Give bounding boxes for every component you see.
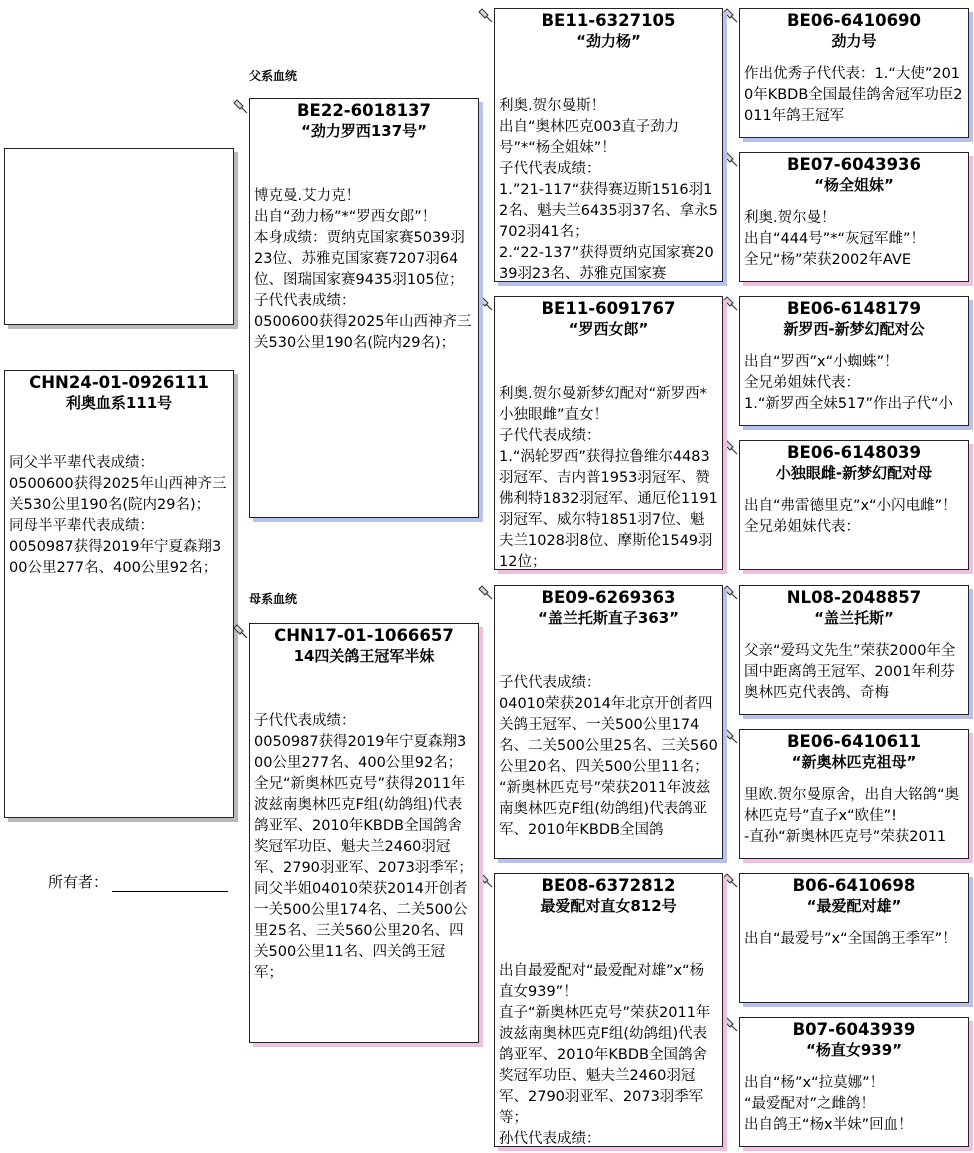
gp4-name: 小独眼雌-新梦幻配对母 xyxy=(775,464,933,482)
sire-sire-ring-number: BE11-6327105 xyxy=(541,11,676,30)
dam-sire-name: “盖兰托斯直子363” xyxy=(537,609,680,627)
gp7-description: 出自“最爱号”x“全国鸽王季军”！ xyxy=(744,931,957,947)
pin-icon[interactable] xyxy=(233,99,249,115)
dam-ring-number: CHN17-01-1066657 xyxy=(274,626,454,645)
gp3-ring-number: BE06-6148179 xyxy=(786,299,922,318)
gp1-name: 劲力号 xyxy=(831,32,877,50)
gp1-ring-number: BE06-6410690 xyxy=(786,11,922,30)
sire-sire-name: “劲力杨” xyxy=(576,32,641,50)
gp2-ring-number: BE07-6043936 xyxy=(786,155,922,174)
sire-ring-number: BE22-6018137 xyxy=(296,101,432,120)
great-grandparent-card-6[interactable] xyxy=(739,729,969,859)
mother-line-label: 母系血统 xyxy=(249,592,298,606)
sire-dam-ring-number: BE11-6091767 xyxy=(541,299,676,318)
dam-sire-description: 子代代表成绩： 04010荣获2014年北京开创者四关鸽王冠军、一关500公里174名、二关500公里25名、三关560公里20名、四关500公里11名； “新奥林匹克号”荣获2011年波兹南奥林匹克F组(幼鸽组)代表鸽亚军、2010年KBDB全国鸽 xyxy=(499,675,718,838)
dam-sire-ring-number: BE09-6269363 xyxy=(541,588,676,607)
owner-field xyxy=(48,871,228,892)
gp7-name: “最爱配对雄” xyxy=(806,897,902,915)
gp7-ring-number: B06-6410698 xyxy=(792,876,916,895)
gp2-name: “杨全姐妹” xyxy=(814,176,894,194)
pin-icon[interactable] xyxy=(723,152,739,168)
pigeon-photo-frame xyxy=(4,148,234,325)
sire-card[interactable] xyxy=(249,98,479,518)
sire-dam-name: “罗西女郎” xyxy=(568,320,649,338)
sire-dam-card[interactable] xyxy=(494,296,723,570)
owner-label: 所有者： xyxy=(48,873,109,891)
great-grandparent-card-4[interactable] xyxy=(739,440,969,570)
great-grandparent-card-3[interactable] xyxy=(739,296,969,426)
pin-icon[interactable] xyxy=(478,296,494,312)
pin-icon[interactable] xyxy=(478,873,494,889)
subject-card xyxy=(4,370,234,818)
gp5-ring-number: NL08-2048857 xyxy=(786,588,922,607)
gp3-name: 新罗西-新梦幻配对公 xyxy=(783,320,925,338)
gp3-description: 出自“罗西”x“小蜘蛛”！ 全兄弟姐妹代表： 1.“新罗西全妹517”作出子代“小 xyxy=(744,354,954,412)
gp1-description: 作出优秀子代代表：1.“大使”2010年KBDB全国最佳鸽舍冠军功臣2011年鸽王冠军 xyxy=(744,66,963,124)
dam-name: 14四关鸽王冠军半妹 xyxy=(293,647,435,665)
sire-sire-card[interactable] xyxy=(494,8,723,282)
gp8-name: “杨直女939” xyxy=(805,1041,903,1059)
gp6-ring-number: BE06-6410611 xyxy=(786,732,922,751)
sire-sire-description: 利奥.贺尔曼斯！ 出自“奥林匹克003直子劲力号”*“杨全姐妹”！ 子代代表成绩： 1.”21-117“获得赛迈斯1516羽12名、魁夫兰6435羽37名、拿永5702羽41名； 2.“22-137”获得贾纳克国家赛2039羽23名、苏雅克国家赛 xyxy=(499,98,718,282)
gp6-description: 里欧.贺尔曼原舍，出自大铭鸽“奥林匹克号”直子x“欧佳”! -直孙“新奥林匹克号”荣获2011 xyxy=(744,787,960,845)
pin-icon[interactable] xyxy=(723,585,739,601)
pin-icon[interactable] xyxy=(723,8,739,24)
gp8-description: 出自“杨”x“拉莫娜”！ “最爱配对”之雌鸽！ 出自鸽王“杨x半妹”回血！ xyxy=(744,1075,913,1133)
subject-ring-number: CHN24-01-0926111 xyxy=(29,373,209,392)
owner-blank-line xyxy=(112,877,228,892)
pin-icon[interactable] xyxy=(723,440,739,456)
gp5-name: “盖兰托斯” xyxy=(814,609,894,627)
sire-description: 博克曼.艾力克！ 出自“劲力杨”*“罗西女郎”！ 本身成绩：贾纳克国家赛5039羽23位、苏雅克国家赛7207羽64位、图瑞国家赛9435羽105位； 子代代表成绩： 0500600获得2025年山西神齐三关530公里190名(院内29名)； xyxy=(254,188,472,351)
dam-card[interactable] xyxy=(249,623,479,1043)
sire-name: “劲力罗西137号” xyxy=(300,122,428,140)
dam-dam-card[interactable] xyxy=(494,873,723,1147)
pin-icon[interactable] xyxy=(723,729,739,745)
gp6-name: “新奥林匹克祖母” xyxy=(791,753,917,771)
great-grandparent-card-7[interactable] xyxy=(739,873,969,1003)
gp2-description: 利奥.贺尔曼！ 出自“444号”*“灰冠军雌”！ 全兄“杨”荣获2002年AVE xyxy=(744,210,925,268)
sire-dam-description: 利奥.贺尔曼新梦幻配对“新罗西*小独眼雌”直女！ 子代代表成绩： 1.“涡轮罗西”获得拉鲁维尔4483羽冠军、吉内普1953羽冠军、赞佛利特1832羽冠军、通厄伦1191羽冠军、威尔特1851羽7位、魁夫兰1028羽8位、摩斯伦1549羽12位； xyxy=(499,386,718,570)
great-grandparent-card-5[interactable] xyxy=(739,585,969,715)
pin-icon[interactable] xyxy=(723,873,739,889)
great-grandparent-card-1[interactable] xyxy=(739,8,969,138)
pin-icon[interactable] xyxy=(723,296,739,312)
great-grandparent-card-8[interactable] xyxy=(739,1017,969,1147)
subject-description: 同父半平辈代表成绩： 0500600获得2025年山西神齐三关530公里190名(院内29名)； 同母半平辈代表成绩： 0050987获得2019年宁夏森翔300公里277名、400公里92名； xyxy=(9,455,227,576)
dam-dam-ring-number: BE08-6372812 xyxy=(541,876,676,895)
gp4-description: 出自“弗雷德里克”x“小闪电雌”！ 全兄弟姐妹代表： xyxy=(744,498,957,535)
pin-icon[interactable] xyxy=(478,585,494,601)
dam-dam-name: 最爱配对直女812号 xyxy=(540,897,677,915)
pin-icon[interactable] xyxy=(233,624,249,640)
gp4-ring-number: BE06-6148039 xyxy=(786,443,922,462)
father-line-label: 父系血统 xyxy=(249,69,298,83)
dam-sire-card[interactable] xyxy=(494,585,723,859)
pin-icon[interactable] xyxy=(723,1017,739,1033)
pin-icon[interactable] xyxy=(478,8,494,24)
dam-dam-description: 出自最爱配对“最爱配对雄”x“杨直女939”！ 直子“新奥林匹克号”荣获2011年波兹南奥林匹克F组(幼鸽组)代表鸽亚军、2010年KBDB全国鸽舍奖冠军功臣、魁夫兰2460羽冠军、2790羽亚军、2073羽季军等； 孙代代表成绩： xyxy=(499,963,711,1147)
dam-description: 子代代表成绩： 0050987获得2019年宁夏森翔300公里277名、400公里92名； 全兄“新奥林匹克号”获得2011年波兹南奥林匹克F组(幼鸽组)代表鸽亚军、2010年KBDB全国鸽舍奖冠军功臣、魁夫兰2460羽冠军、2790羽亚军、2073羽季军； 同父半姐04010荣获2014开创者一关500公里174名、二关500公里25名、三关560公里20名、四关500公里11名、四关鸽王冠军； xyxy=(254,713,473,981)
great-grandparent-card-2[interactable] xyxy=(739,152,969,282)
gp5-description: 父亲“爱玛文先生”荣获2000年全国中距离鸽王冠军、2001年利芬奥林匹克代表鸽、奇梅 xyxy=(744,643,956,701)
subject-name: 利奥血系111号 xyxy=(65,394,173,412)
gp8-ring-number: B07-6043939 xyxy=(792,1020,916,1039)
